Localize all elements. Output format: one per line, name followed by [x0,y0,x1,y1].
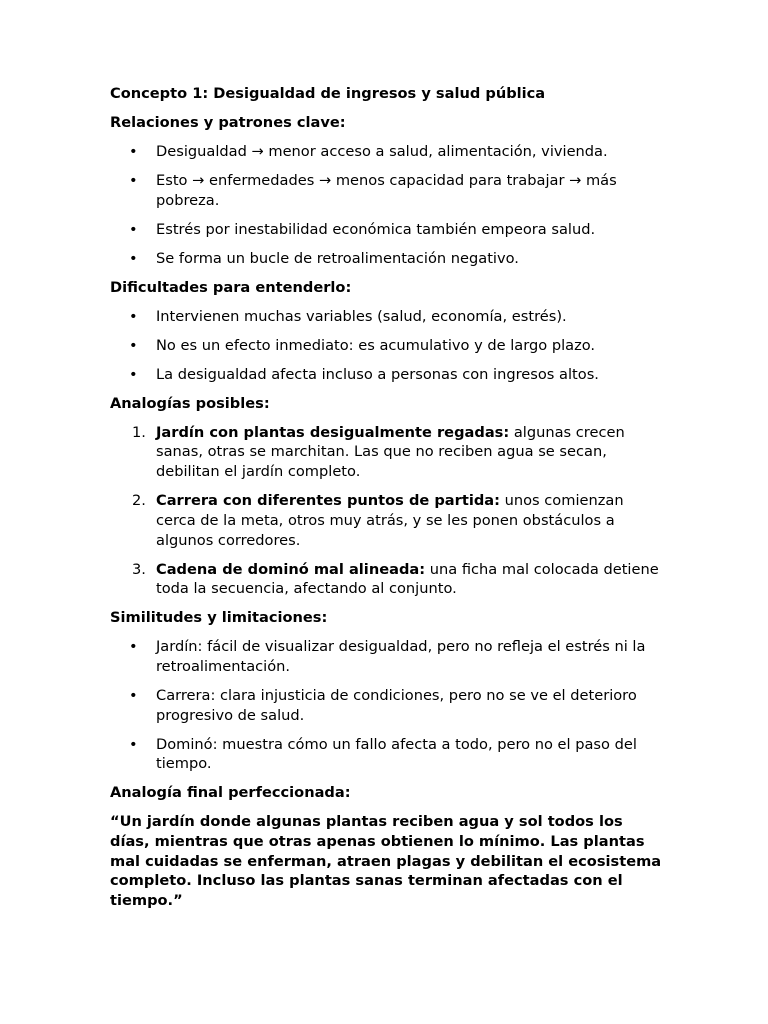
list-item-text: Se forma un bucle de retroalimentación negativo. [156,249,519,267]
bullet-icon: • [129,249,138,267]
bullet-icon: • [129,336,138,354]
list-item-text: Dominó: muestra cómo un fallo afecta a todo, pero no el paso del tiempo. [156,735,637,773]
list-item [110,307,662,327]
list-item [110,637,662,676]
bullet-icon: • [129,172,138,189]
analogy-text: algunas crecen sanas, otras se marchitan. Las que no reciben agua se secan, debilitan el jardín completo. [156,423,625,481]
document-title: Concepto 1: Desigualdad de ingresos y salud pública [110,85,546,102]
numbered-item [110,491,662,550]
list-item-text: No es un efecto inmediato: es acumulativo y de largo plazo. [156,336,596,354]
bullet-icon: • [129,220,138,238]
list-item [110,735,662,774]
bullet-list-similitudes [110,637,662,774]
list-item-text: Intervienen muchas variables (salud, economía, estrés). [156,307,567,325]
section-heading-dificultades: Dificultades para entenderlo: [110,278,352,296]
analogy-title: Cadena de dominó mal alineada: [156,560,426,578]
bullet-list-relaciones [110,142,662,268]
bullet-icon: • [129,143,138,160]
final-analogy-quote: “Un jardín donde algunas plantas reciben agua y sol todos los días, mientras que otras apenas obtienen lo mínimo. Las plantas mal cuidadas se enferman, atraen plagas y debilitan el ecosistema completo. Incluso las plantas sanas terminan afectadas con el tiempo.” [110,813,662,910]
numbered-list-analogias [110,423,662,599]
list-item [110,171,662,210]
item-number: 2. [132,492,146,510]
analogy-text: una ficha mal colocada detiene toda la secuencia, afectando al conjunto. [156,560,659,598]
list-item [110,220,662,240]
list-item [110,249,662,269]
section-heading-relaciones: Relaciones y patrones clave: [110,114,346,131]
analogy-title: Carrera con diferentes puntos de partida: [156,492,500,510]
list-item-text: Carrera: clara injusticia de condiciones, pero no se ve el deterioro progresivo de salud. [156,686,637,724]
list-item [110,142,662,162]
bullet-icon: • [129,307,138,325]
list-item-text: La desigualdad afecta incluso a personas con ingresos altos. [156,365,599,383]
item-number: 3. [132,560,146,578]
list-item-text: Esto → enfermedades → menos capacidad para trabajar → más pobreza. [156,172,617,209]
document-page [110,84,662,911]
list-item-text: Estrés por inestabilidad económica también empeora salud. [156,220,596,238]
list-item [110,336,662,356]
list-item-text: Jardín: fácil de visualizar desigualdad, pero no refleja el estrés ni la retroalimentación. [156,638,646,675]
item-number: 1. [132,423,146,441]
section-heading-similitudes: Similitudes y limitaciones: [110,609,328,627]
bullet-icon: • [129,365,138,383]
list-item-text: Desigualdad → menor acceso a salud, alimentación, vivienda. [156,143,608,160]
section-heading-analogias: Analogías posibles: [110,394,270,412]
bullet-icon: • [129,686,138,704]
list-item [110,365,662,385]
section-heading-analogia-final: Analogía final perfeccionada: [110,784,351,802]
numbered-item [110,423,662,482]
bullet-icon: • [129,735,138,753]
bullet-list-dificultades [110,307,662,385]
analogy-text: unos comienzan cerca de la meta, otros muy atrás, y se les ponen obstáculos a algunos corredores. [156,492,624,549]
bullet-icon: • [129,638,138,656]
analogy-title: Jardín con plantas desigualmente regadas: [156,423,510,441]
list-item [110,686,662,725]
numbered-item [110,560,662,599]
